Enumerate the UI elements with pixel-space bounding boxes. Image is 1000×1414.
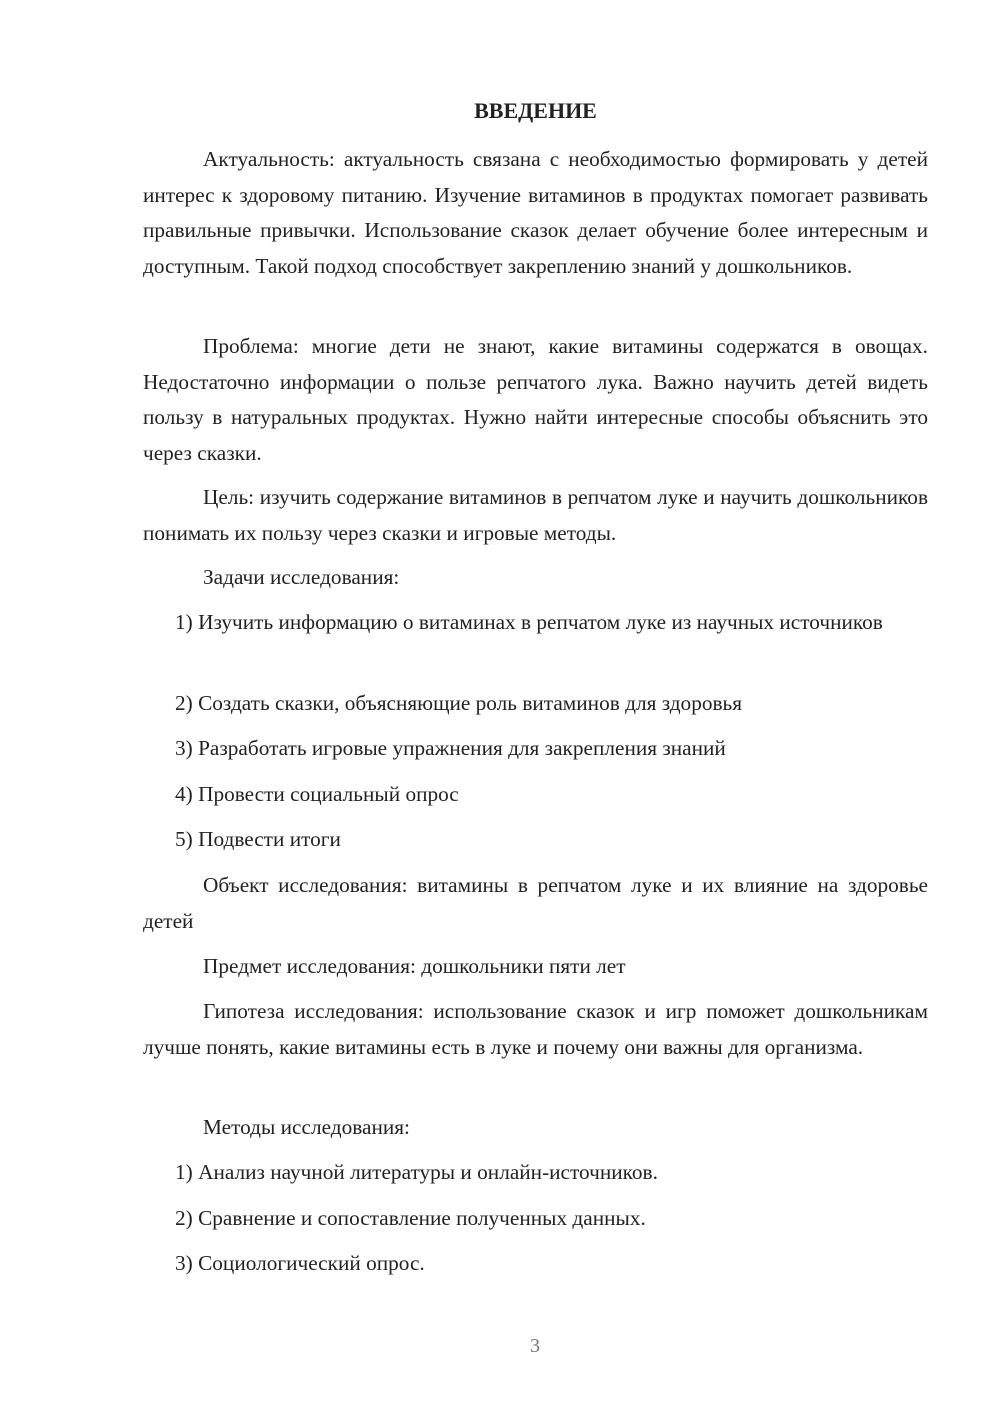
task-item: 3) Разработать игровые упражнения для закрепления знаний	[175, 736, 726, 760]
hypothesis-paragraph: Гипотеза исследования: использование сказок и игр поможет дошкольникам лучше понять, какие витамины есть в луке и почему они важны для организма.	[143, 999, 928, 1059]
method-item: 2) Сравнение и сопоставление полученных данных.	[175, 1206, 646, 1230]
task-item: 4) Провести социальный опрос	[175, 782, 459, 806]
section-title: ВВЕДЕНИЕ	[474, 98, 597, 123]
subject-paragraph: Предмет исследования: дошкольники пяти лет	[203, 954, 626, 978]
methods-heading: Методы исследования:	[203, 1115, 410, 1139]
relevance-paragraph: Актуальность: актуальность связана с необходимостью формировать у детей интерес к здоровому питанию. Изучение витаминов в продуктах помогает развивать правильные привычки. Использование сказок делает обучение более интересным и доступным. Такой подход способствует закреплению знаний у дошкольников.	[143, 147, 928, 278]
task-item: 1) Изучить информацию о витаминах в репчатом луке из научных источников	[175, 610, 883, 634]
page-number: 3	[530, 1335, 540, 1357]
task-item: 2) Создать сказки, объясняющие роль витаминов для здоровья	[175, 691, 743, 715]
method-item: 1) Анализ научной литературы и онлайн-источников.	[175, 1160, 658, 1184]
goal-paragraph: Цель: изучить содержание витаминов в репчатом луке и научить дошкольников понимать их пользу через сказки и игровые методы.	[143, 485, 928, 545]
object-paragraph: Объект исследования: витамины в репчатом луке и их влияние на здоровье детей	[143, 873, 928, 933]
task-item: 5) Подвести итоги	[175, 827, 341, 851]
method-item: 3) Социологический опрос.	[175, 1251, 425, 1275]
problem-paragraph: Проблема: многие дети не знают, какие витамины содержатся в овощах. Недостаточно информации о пользе репчатого лука. Важно научить детей видеть пользу в натуральных продуктах. Нужно найти интересные способы объяснить это через сказки.	[143, 334, 928, 465]
tasks-heading: Задачи исследования:	[203, 565, 400, 589]
